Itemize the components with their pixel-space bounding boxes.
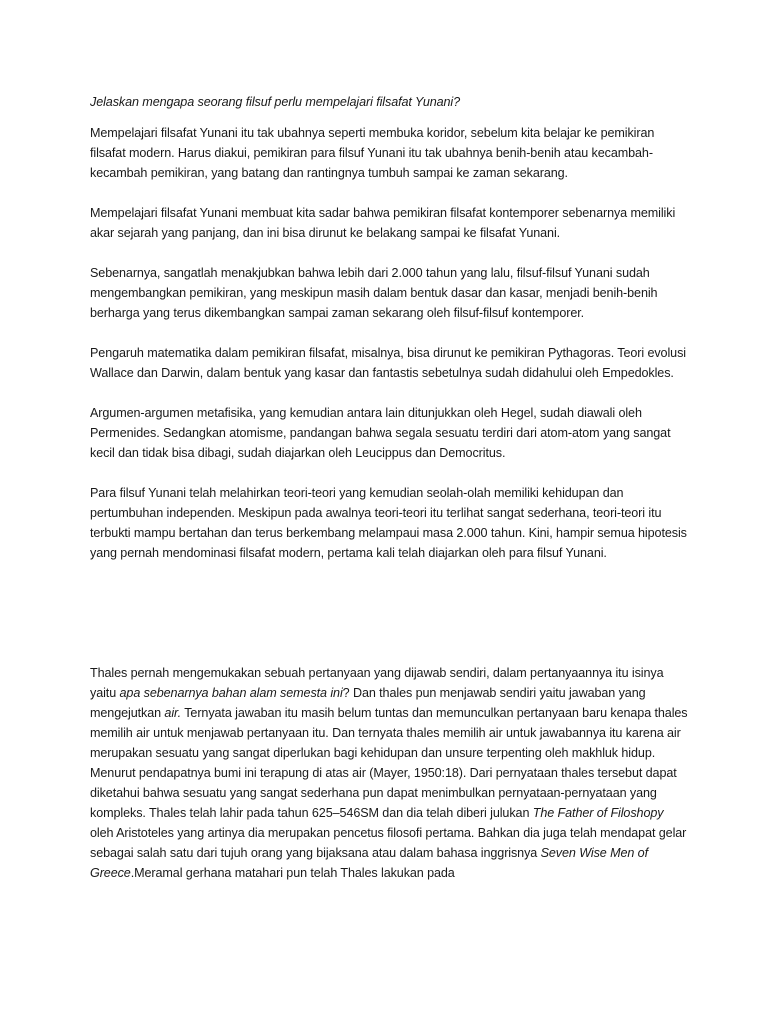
thales-italic-3: The Father of Filoshopy	[532, 806, 664, 820]
paragraph-1: Mempelajari filsafat Yunani itu tak ubahnya seperti membuka koridor, sebelum kita belajar ke pemikiran filsafat modern. Harus diakui, pemikiran para filsuf Yunani itu tak ubahnya benih-benih atau kecambah-kecambah pemikiran, yang batang dan rantingnya tumbuh sampai ke zaman sekarang.	[90, 126, 655, 180]
thales-text-4: oleh Aristoteles yang artinya dia merupakan pencetus filosofi pertama. Bahkan dia juga telah mendapat gelar sebagai salah satu dari tujuh orang yang bijaksana atau dalam bahasa inggrisnya	[90, 826, 687, 860]
paragraph-2: Mempelajari filsafat Yunani membuat kita sadar bahwa pemikiran filsafat kontemporer sebenarnya memiliki akar sejarah yang panjang, dan ini bisa dirunut ke belakang sampai ke filsafat Yunani.	[90, 206, 676, 240]
thales-italic-1: apa sebenarnya bahan alam semesta ini	[119, 686, 343, 700]
question-heading: Jelaskan mengapa seorang filsuf perlu mempelajari filsafat Yunani?	[90, 95, 461, 109]
paragraph-4: Pengaruh matematika dalam pemikiran filsafat, misalnya, bisa dirunut ke pemikiran Pythagoras. Teori evolusi Wallace dan Darwin, dalam bentuk yang kasar dan fantastis sebetulnya sudah didahului oleh Empedokles.	[90, 346, 686, 380]
thales-text-3: Ternyata jawaban itu masih belum tuntas dan memunculkan pertanyaan baru kenapa thales memilih air untuk menjawab pertanyaan itu. Dan ternyata thales memilih air untuk jawabannya itu karena air merupakan sesuatu yang sangat diperlukan bagi kehidupan dan unsure terpenting oleh makhluk hidup. Menurut pendapatnya bumi ini terapung di atas air (Mayer, 1950:18). Dari pernyataan thales tersebut dapat diketahui bahwa sesuatu yang sangat sederhana pun dapat menimbulkan pernyataan-pernyataan yang kompleks. Thales telah lahir pada tahun 625–546SM dan dia telah diberi julukan	[90, 706, 688, 820]
thales-text-2: ? Dan thales pun menjawab sendiri yaitu jawaban yang mengejutkan	[90, 686, 646, 720]
thales-text-5: .Meramal gerhana matahari pun telah Thales lakukan pada	[130, 866, 455, 880]
thales-text-1: Thales pernah mengemukakan sebuah pertanyaan yang dijawab sendiri, dalam pertanyaannya itu isinya yaitu	[90, 666, 664, 700]
thales-italic-2: air.	[164, 706, 182, 720]
blank-space	[90, 583, 690, 663]
paragraph-6: Para filsuf Yunani telah melahirkan teori-teori yang kemudian seolah-olah memiliki kehidupan dan pertumbuhan independen. Meskipun pada awalnya teori-teori itu terlihat sangat sederhana, teori-teori itu terbukti mampu bertahan dan terus berkembang melampaui masa 2.000 tahun. Kini, hampir semua hipotesis yang pernah mendominasi filsafat modern, pertama kali telah diajarkan oleh para filsuf Yunani.	[90, 486, 687, 560]
document-page	[90, 92, 690, 883]
paragraph-thales	[90, 663, 690, 883]
thales-italic-4: Seven Wise Men of Greece	[90, 846, 648, 880]
paragraph-5: Argumen-argumen metafisika, yang kemudian antara lain ditunjukkan oleh Hegel, sudah diawali oleh Permenides. Sedangkan atomisme, pandangan bahwa segala sesuatu terdiri dari atom-atom yang sangat kecil dan tidak bisa dibagi, sudah diajarkan oleh Leucippus dan Democritus.	[90, 406, 671, 460]
paragraph-3: Sebenarnya, sangatlah menakjubkan bahwa lebih dari 2.000 tahun yang lalu, filsuf-filsuf Yunani sudah mengembangkan pemikiran, yang meskipun masih dalam bentuk dasar dan kasar, menjadi benih-benih berharga yang terus dikembangkan sampai zaman sekarang oleh filsuf-filsuf kontemporer.	[90, 266, 658, 320]
